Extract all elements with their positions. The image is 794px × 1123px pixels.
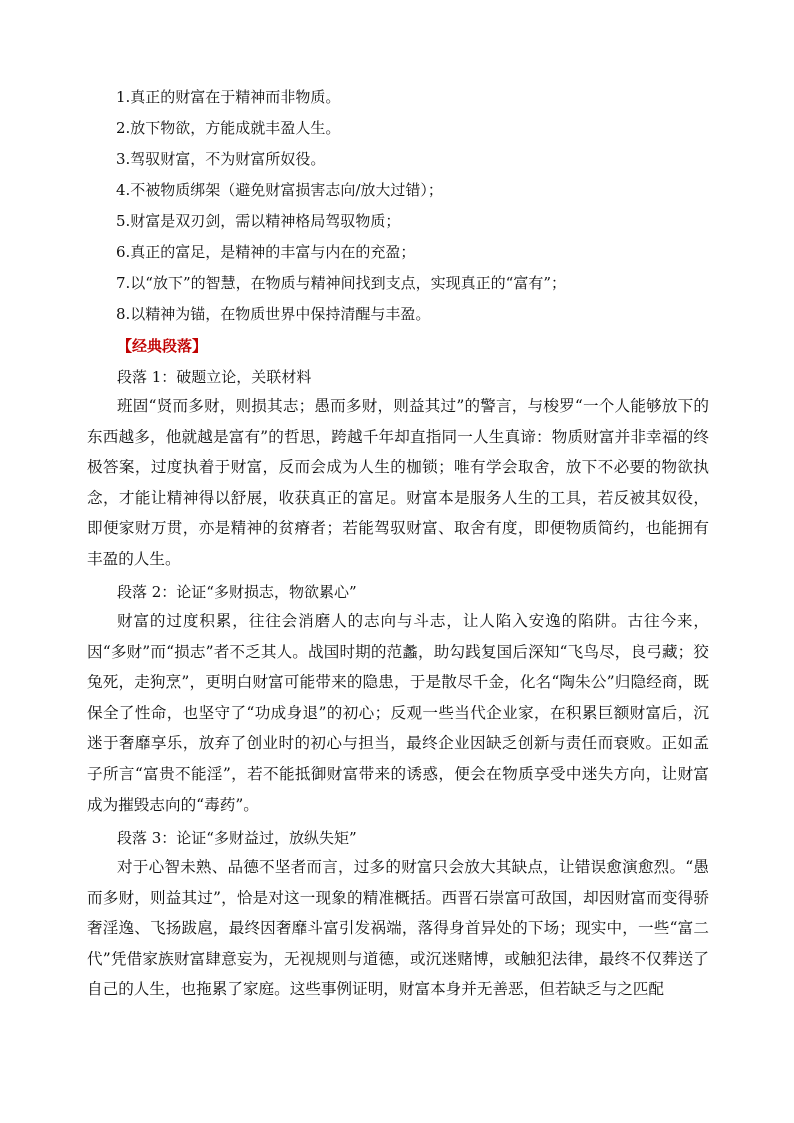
paragraph-body: 班固“贤而多财，则损其志；愚而多财，则益其过”的警言，与梭罗“一个人能够放下的东西越多，他就越是富有”的哲思，跨越千年却直指同一人生真谛：物质财富并非幸福的终极答案，过度执着于财富，反而会成为人生的枷锁；唯有学会取舍，放下不必要的物欲执念，才能让精神得以舒展，收获真正的富足。财富本是服务人生的工具，若反被其奴役，即便家财万贯，亦是精神的贫瘠者；若能驾驭财富、取舍有度，即便物质简约，也能拥有丰盈的人生。	[87, 397, 709, 568]
paragraph-heading: 段落 1：破题立论，关联材料	[117, 368, 312, 386]
list-item: 7.以“放下”的智慧，在物质与精神间找到支点，实现真正的“富有”；	[116, 274, 566, 292]
list-item: 4.不被物质绑架（避免财富损害志向/放大过错）；	[116, 181, 443, 199]
paragraph-body: 对于心智未熟、品德不坚者而言，过多的财富只会放大其缺点，让错误愈演愈烈。“愚而多财，则益其过”，恰是对这一现象的精准概括。西晋石崇富可敌国，却因财富而变得骄奢淫逸、飞扬跋扈，最终因奢靡斗富引发祸端，落得身首异处的下场；现实中，一些“富二代”凭借家族财富肆意妄为，无视规则与道德，或沉迷赌博，或触犯法律，最终不仅葬送了自己的人生，也拖累了家庭。这些事例证明，财富本身并无善恶，但若缺乏与之匹配	[87, 858, 709, 999]
list-item: 8.以精神为锚，在物质世界中保持清醒与丰盈。	[116, 305, 431, 323]
list-item: 6.真正的富足，是精神的丰富与内在的充盈；	[116, 243, 416, 261]
list-item: 5.财富是双刃剑，需以精神格局驾驭物质；	[116, 212, 401, 230]
list-item: 3.驾驭财富，不为财富所奴役。	[116, 150, 326, 168]
list-item: 2.放下物欲，方能成就丰盈人生。	[116, 119, 341, 137]
paragraph-heading: 段落 2：论证“多财损志，物欲累心”	[117, 583, 357, 601]
list-item: 1.真正的财富在于精神而非物质。	[116, 88, 341, 106]
section-title: 【经典段落】	[117, 337, 208, 355]
paragraph-body: 财富的过度积累，往往会消磨人的志向与斗志，让人陷入安逸的陷阱。古往今来，因“多财”而“损志”者不乏其人。战国时期的范蠡，助勾践复国后深知“飞鸟尽，良弓藏；狡兔死，走狗烹”，更明白财富可能带来的隐患，于是散尽千金，化名“陶朱公”归隐经商，既保全了性命，也坚守了“功成身退”的初心；反观一些当代企业家，在积累巨额财富后，沉迷于奢靡享乐，放弃了创业时的初心与担当，最终企业因缺乏创新与责任而衰败。正如孟子所言“富贵不能淫”，若不能抵御财富带来的诱惑，便会在物质享受中迷失方向，让财富成为摧毁志向的“毒药”。	[87, 612, 709, 814]
paragraph-heading: 段落 3：论证“多财益过，放纵失矩”	[117, 829, 357, 847]
